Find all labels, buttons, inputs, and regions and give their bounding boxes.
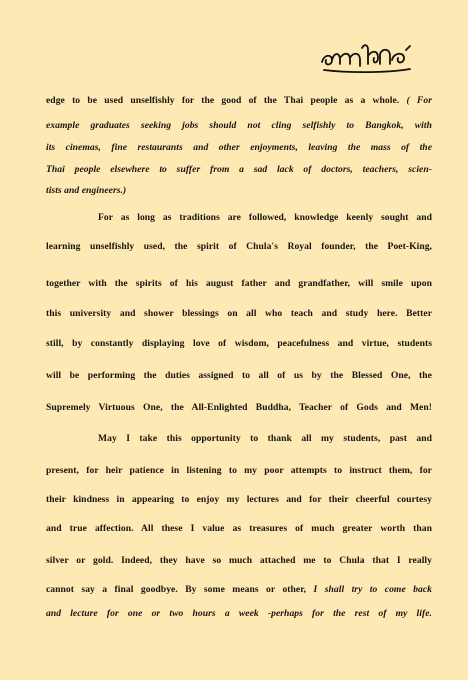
- handwritten-signature: [318, 40, 418, 76]
- text-run: edge to be used unselfishly for the good of the Thai people as a whole.: [46, 95, 400, 106]
- text-line: present, for heir patience in listening to my poor attempts to instruct them, for: [46, 465, 432, 476]
- text-line: For as long as traditions are followed, knowledge keenly sought and: [98, 212, 432, 223]
- text-line: May I take this opportunity to thank all my students, past and: [98, 433, 432, 444]
- text-line: their kindness in appearing to enjoy my lectures and for their cheerful courtesy: [46, 494, 432, 505]
- text-line: will be performing the duties assigned to all of us by the Blessed One, the: [46, 370, 432, 381]
- text-line: [46, 584, 432, 596]
- italic-run: ( For: [406, 95, 432, 106]
- text-line: [46, 95, 432, 107]
- text-line: example graduates seeking jobs should not cling selfishly to Bangkok, with: [46, 120, 432, 131]
- text-line: its cinemas, fine restaurants and other enjoyments, leaving the mass of the: [46, 142, 432, 153]
- text-line: Supremely Virtuous One, the All-Enlighted Buddha, Teacher of Gods and Men!: [46, 402, 432, 413]
- italic-run: I shall try to come back: [313, 584, 433, 595]
- text-line: Thai people elsewhere to suffer from a sad lack of doctors, teachers, scien-: [46, 164, 432, 175]
- text-line: tists and engineers.): [46, 185, 127, 196]
- text-line: this university and shower blessings on all who teach and study here. Better: [46, 308, 432, 319]
- text-line: and true affection. All these I value as treasures of much greater worth than: [46, 523, 432, 534]
- text-line: silver or gold. Indeed, they have so much attached me to Chula that I really: [46, 555, 432, 566]
- text-line: learning unselfishly used, the spirit of Chula's Royal founder, the Poet-King,: [46, 241, 432, 252]
- text-line: still, by constantly displaying love of wisdom, peacefulness and virtue, students: [46, 338, 432, 349]
- text-line: and lecture for one or two hours a week -perhaps for the rest of my life.: [46, 608, 432, 619]
- text-line: together with the spirits of his august father and grandfather, will smile upon: [46, 278, 432, 289]
- text-run: cannot say a final goodbye. By some means or other,: [46, 584, 307, 595]
